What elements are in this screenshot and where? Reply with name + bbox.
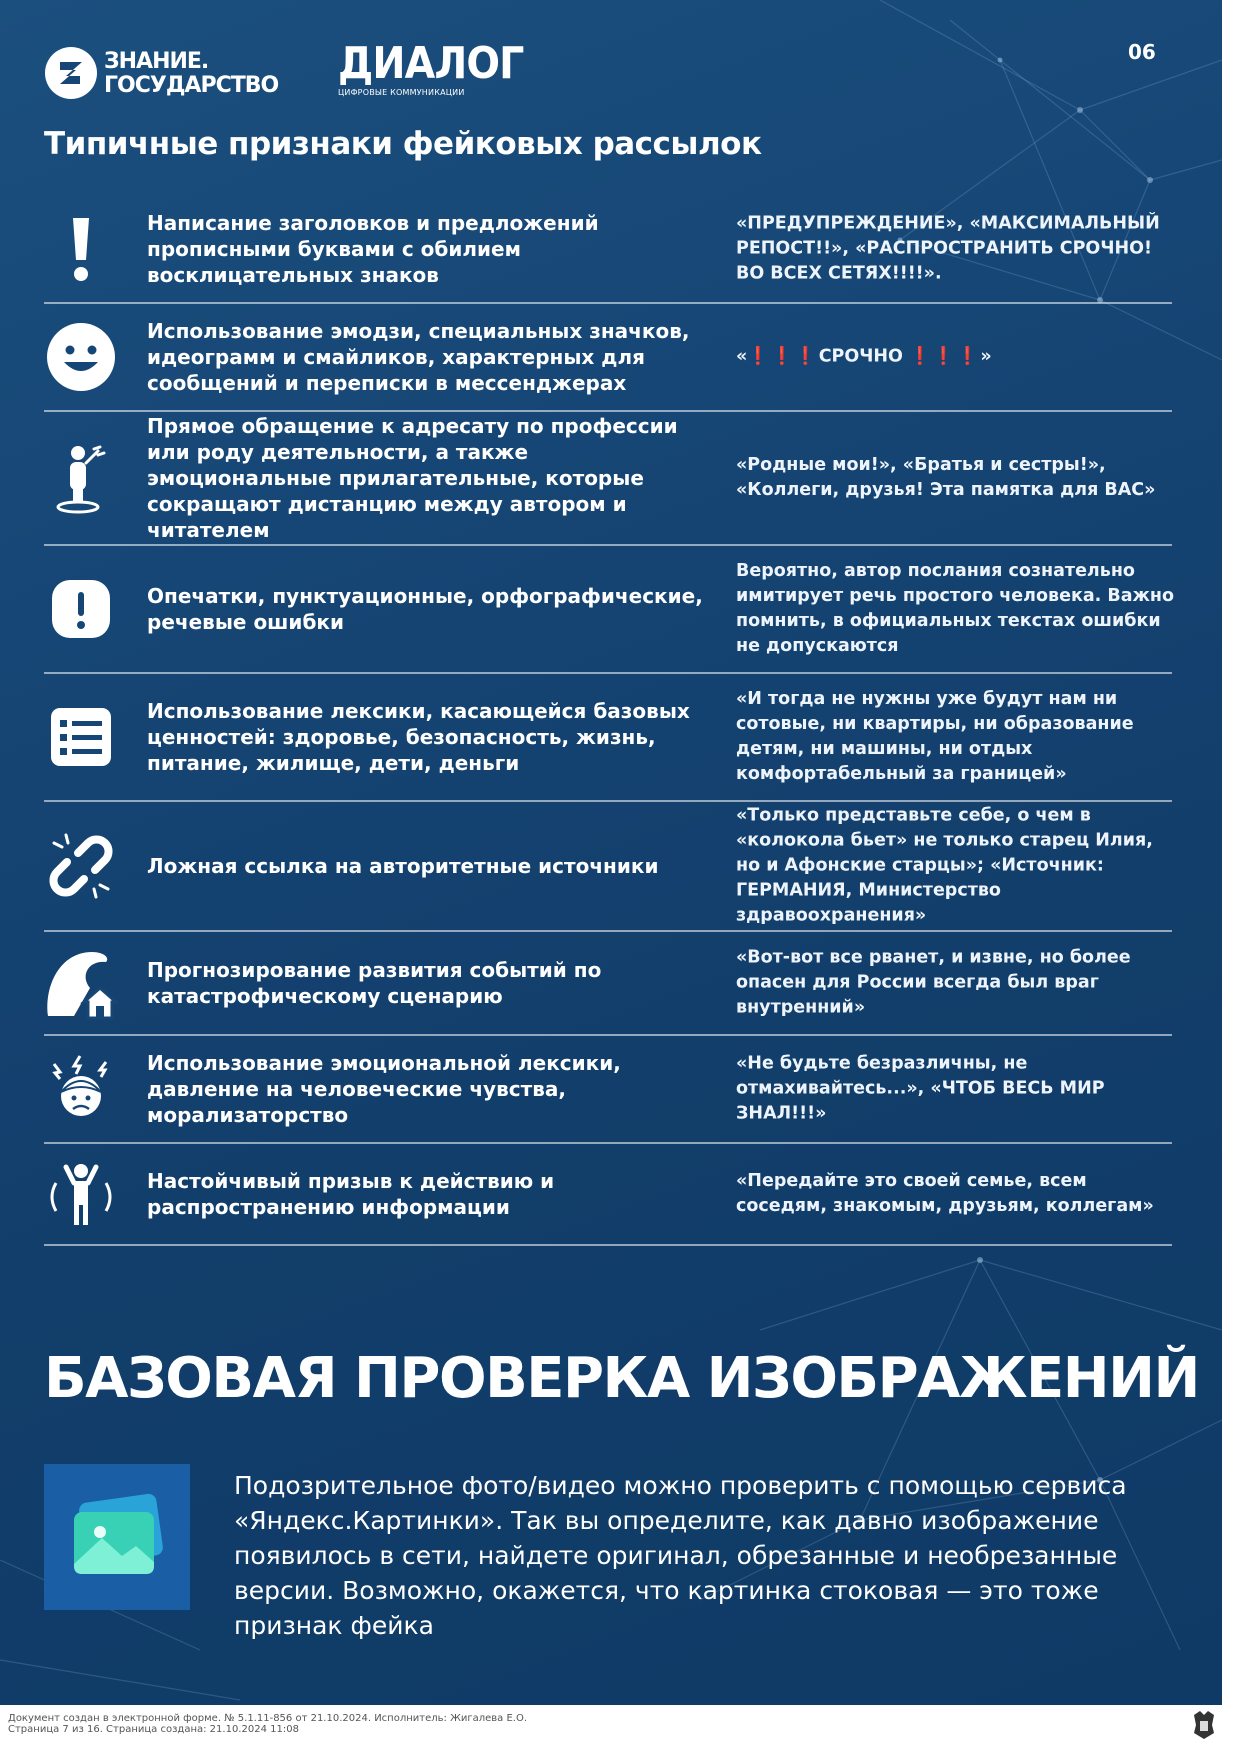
sign-description: Настойчивый призыв к действию и распространению информации <box>147 1169 555 1219</box>
sign-row <box>44 1144 1172 1246</box>
footer-text: Документ создан в электронной форме. № 5.1.11-856 от 21.10.2024. Исполнитель: Жигалева Е.О. Страница 7 из 16. Страница создана: 21.10.2024 11:08 <box>8 1713 528 1735</box>
dialog-logo-word: ДИАЛОГ <box>338 38 524 89</box>
red-exclamation-marks: ❗❗❗ <box>747 346 819 367</box>
person-shouting-icon <box>44 1157 118 1231</box>
sign-row <box>44 546 1175 674</box>
sign-description: Опечатки, пунктуационные, орфографические, речевые ошибки <box>147 584 703 634</box>
page-number: 06 <box>1128 40 1156 64</box>
example-word: СРОЧНО <box>818 346 903 367</box>
dialog-logo-subtitle: ЦИФРОВЫЕ КОММУНИКАЦИИ <box>338 88 465 97</box>
document-footer <box>0 1705 1222 1755</box>
sign-row <box>44 196 1172 304</box>
image-check-text: Подозрительное фото/видео можно проверить с помощью сервиса «Яндекс.Картинки». Так вы определите, как давно изображение появилось в сети, найдете оригинал, обрезанные и необрезанные версии. Возможно, окажется, что картинка стоковая — это тоже признак фейка <box>234 1471 1127 1640</box>
sign-row <box>44 932 1172 1036</box>
alert-badge-icon <box>44 572 118 646</box>
znanie-logo-icon <box>44 46 98 100</box>
sign-example: «И тогда не нужны уже будут нам ни сотовые, ни квартиры, ни образование детям, ни машины, ни отдых комфортабельный за границей» <box>736 689 1134 784</box>
exclamation-mark-icon <box>44 212 118 286</box>
fake-signs-table <box>44 196 1175 1246</box>
sign-row <box>44 1036 1172 1144</box>
sign-example: «Не будьте безразличны, не отмахивайтесь...», «ЧТОБ ВЕСЬ МИР ЗНАЛ!!!» <box>736 1053 1105 1124</box>
sign-example: Вероятно, автор послания сознательно имитирует речь простого человека. Важно помнить, в официальных текстах ошибки не допускаются <box>736 561 1175 656</box>
znanie-gosudarstvo-logo <box>44 46 279 100</box>
sign-example: «Только представьте себе, о чем в «колокола бьет» не только старец Илия, но и Афонские старцы»; «Источник: ГЕРМАНИЯ, Министерство здравоохранения» <box>736 805 1153 926</box>
sign-description: Прямое обращение к адресату по профессии или роду деятельности, а также эмоциональные прилагательные, которые сокращают дистанцию между автором и читателем <box>147 414 678 542</box>
stressed-head-icon <box>44 1052 118 1126</box>
yandex-images-tile <box>44 1464 190 1610</box>
sign-example <box>736 345 1176 370</box>
sign-example: «Вот-вот все рванет, и извне, но более опасен для России всегда был враг внутренний» <box>736 947 1131 1018</box>
sign-description: Использование эмоциональной лексики, давление на человеческие чувства, морализаторство <box>147 1051 621 1127</box>
sign-row <box>44 674 1172 802</box>
dialog-logo <box>338 38 524 100</box>
sign-description: Прогнозирование развития событий по катастрофическому сценарию <box>147 958 602 1008</box>
sign-example: «ПРЕДУПРЕЖДЕНИЕ», «МАКСИМАЛЬНЫЙ РЕПОСТ!!», «РАСПРОСТРАНИТЬ СРОЧНО! ВО ВСЕХ СЕТЯХ!!!!». <box>736 213 1160 284</box>
section-title: Типичные признаки фейковых рассылок <box>44 126 762 162</box>
yandex-images-icon <box>44 1464 190 1610</box>
person-waving-icon <box>44 441 118 515</box>
sign-description: Написание заголовков и предложений прописными буквами с обилием восклицательных знаков <box>147 211 599 287</box>
coat-of-arms-icon <box>1190 1709 1218 1741</box>
red-exclamation-marks: ❗❗❗ <box>909 346 981 367</box>
sign-row <box>44 412 1172 546</box>
sign-description: Использование лексики, касающейся базовых ценностей: здоровье, безопасность, жизнь, питание, жилище, дети, деньги <box>147 699 690 775</box>
smiley-face-icon <box>44 320 118 394</box>
znanie-logo-text: ЗНАНИЕ. ГОСУДАРСТВО <box>104 49 279 98</box>
list-icon <box>44 700 118 774</box>
sign-example: «Передайте это своей семье, всем соседям, знакомым, друзьям, коллегам» <box>736 1171 1154 1216</box>
broken-link-icon <box>44 829 118 903</box>
sign-row <box>44 304 1172 412</box>
sign-description: Ложная ссылка на авторитетные источники <box>147 854 659 878</box>
sign-example: «Родные мои!», «Братья и сестры!», «Коллеги, друзья! Эта памятка для ВАС» <box>736 455 1156 500</box>
sign-description: Использование эмодзи, специальных значков, идеограмм и смайликов, характерных для сообщений и переписки в мессенджерах <box>147 319 690 395</box>
sign-row <box>44 802 1172 932</box>
tsunami-house-icon <box>44 946 118 1020</box>
image-check-heading: БАЗОВАЯ ПРОВЕРКА ИЗОБРАЖЕНИЙ <box>44 1346 1199 1411</box>
quote-close: » <box>980 346 992 367</box>
quote-open: « <box>736 346 748 367</box>
